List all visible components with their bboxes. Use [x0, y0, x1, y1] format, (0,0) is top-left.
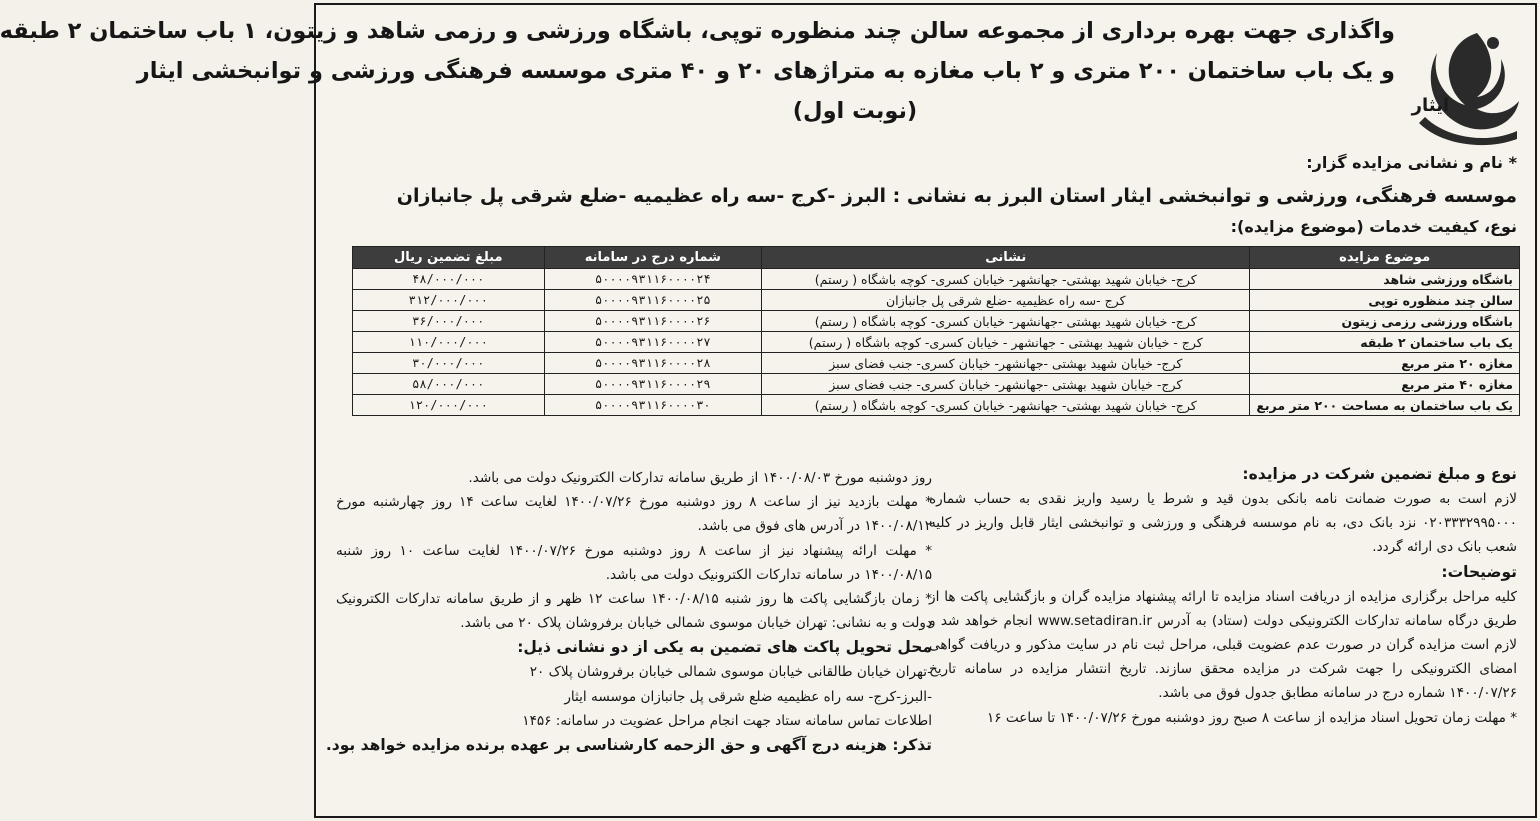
- cell-code: ۵۰۰۰۰۹۳۱۱۶۰۰۰۰۲۴: [544, 269, 762, 290]
- table-row: [353, 290, 1520, 311]
- cell-code: ۵۰۰۰۰۹۳۱۱۶۰۰۰۰۲۹: [544, 374, 762, 395]
- notes-heading: توضیحات:: [1441, 562, 1517, 581]
- cell-address: کرج- خیابان شهید بهشتی- جهانشهر- خیابان کسری- کوچه باشگاه ( رستم): [762, 269, 1250, 290]
- cell-subject: سالن چند منظوره توپی: [1250, 290, 1520, 311]
- cell-address: کرج- خیابان شهید بهشتی -جهانشهر- خیابان کسری- کوچه باشگاه ( رستم): [762, 311, 1250, 332]
- table-row: [353, 374, 1520, 395]
- title-line-2: و یک باب ساختمان ۲۰۰ متری و ۲ باب مغازه به متراژهای ۲۰ و ۴۰ متری موسسه فرهنگی ورزشی و توانبخشی ایثار: [136, 58, 1395, 84]
- cell-address: کرج- خیابان شهید بهشتی -جهانشهر- خیابان کسری- جنب فضای سبز: [762, 353, 1250, 374]
- auctioneer-address: موسسه فرهنگی، ورزشی و توانبخشی ایثار استان البرز به نشانی : البرز -کرج -سه راه عظیمیه -ضلع شرقی پل جانبازان: [396, 185, 1517, 207]
- deposit-heading: نوع و مبلغ تضمین شرکت در مزایده:: [1242, 465, 1517, 483]
- cell-amount: ۴۸/۰۰۰/۰۰۰: [353, 269, 545, 290]
- paragraph-proposal: * مهلت ارائه پیشنهاد نیز از ساعت ۸ روز دوشنبه مورخ ۱۴۰۰/۰۷/۲۶ لغایت ساعت ۱۰ روز شنبه ۱۴۰۰/۰۸/۱۵ در سامانه تدارکات الکترونیک دولت می باشد.: [336, 542, 932, 583]
- header-code: شماره درج در سامانه: [544, 247, 762, 269]
- cell-code: ۵۰۰۰۰۹۳۱۱۶۰۰۰۰۲۷: [544, 332, 762, 353]
- logo-emblem-icon: [1405, 13, 1527, 151]
- table-row: [353, 311, 1520, 332]
- header-address: نشانی: [762, 247, 1250, 269]
- auctioneer-heading: * نام و نشانی مزایده گزار:: [1306, 153, 1517, 172]
- footer-note: تذکر: هزینه درج آگهی و حق الزحمه کارشناسی بر عهده برنده مزایده خواهد بود.: [325, 736, 932, 755]
- table-row: [353, 395, 1520, 416]
- delivery-heading: محل تحویل پاکت های تضمین به یکی از دو نشانی ذیل:: [517, 638, 932, 657]
- cell-address: کرج- خیابان شهید بهشتی- جهانشهر- خیابان کسری- کوچه باشگاه ( رستم): [762, 395, 1250, 416]
- cell-subject: یک باب ساختمان به مساحت ۲۰۰ متر مربع: [1250, 395, 1520, 416]
- title-line-3: (نوبت اول): [792, 98, 918, 124]
- table-row: [353, 269, 1520, 290]
- delivery-address-1: -تهران خیابان طالقانی خیابان موسوی شمالی خیابان برفروشان پلاک ۲۰: [529, 664, 932, 681]
- contact-info: اطلاعات تماس سامانه ستاد جهت انجام مراحل عضویت در سامانه: ۱۴۵۶: [522, 712, 932, 729]
- notes-text: کلیه مراحل برگزاری مزایده از دریافت اسناد مزایده تا ارائه پیشنهاد مزایده گران و بازگشایی پاکت ها از طریق درگاه سامانه تدارکات الکترونیکی دولت (ستاد) به آدرس www.setadiran.ir انجام خواهد شد و لازم است مزایده گران در صورت عدم عضویت قبلی، مراحل ثبت نام در سایت مذکور و دریافت گواهی امضای الکترونیکی را جهت شرکت در مزایده محقق سازند. تاریخ انتشار مزایده در سامانه تاریخ ۱۴۰۰/۰۷/۲۶ شماره درج در سامانه مطابق جدول فوق می باشد.: [929, 588, 1517, 702]
- auction-items-table: [352, 246, 1520, 416]
- cell-address: کرج -سه راه عظیمیه -ضلع شرقی پل جانبازان: [762, 290, 1250, 311]
- logo-text: ایثار: [1411, 95, 1449, 116]
- cell-amount: ۳۱۲/۰۰۰/۰۰۰: [353, 290, 545, 311]
- cell-code: ۵۰۰۰۰۹۳۱۱۶۰۰۰۰۲۵: [544, 290, 762, 311]
- notice-frame: [0, 3, 1537, 818]
- cell-amount: ۱۱۰/۰۰۰/۰۰۰: [353, 332, 545, 353]
- cell-subject: مغازه ۴۰ متر مربع: [1250, 374, 1520, 395]
- deadline-text: * مهلت زمان تحویل اسناد مزایده از ساعت ۸ صبح روز دوشنبه مورخ ۱۴۰۰/۰۷/۲۶ تا ساعت ۱۶: [986, 709, 1517, 726]
- delivery-address-2: -البرز-کرج- سه راه عظیمیه ضلع شرقی پل جانبازان موسسه ایثار: [564, 688, 932, 705]
- cell-amount: ۱۲۰/۰۰۰/۰۰۰: [353, 395, 545, 416]
- isar-logo: [1405, 13, 1527, 151]
- cell-amount: ۳۰/۰۰۰/۰۰۰: [353, 353, 545, 374]
- cell-subject: مغازه ۲۰ متر مربع: [1250, 353, 1520, 374]
- deposit-text: لازم است به صورت ضمانت نامه بانکی بدون قید و شرط یا رسید واریز نقدی به حساب شماره ۰۲۰۳۳۳۲۹۹۵۰۰۰ نزد بانک دی، به نام موسسه فرهنگی و ورزشی و توانبخشی ایثار قابل واریز در کلیه شعب بانک دی ارائه گردد.: [929, 491, 1517, 556]
- cell-address: کرج - خیابان شهید بهشتی - جهانشهر - خیابان کسری- کوچه باشگاه ( رستم): [762, 332, 1250, 353]
- table-row: [353, 332, 1520, 353]
- cell-subject: باشگاه ورزشی شاهد: [1250, 269, 1520, 290]
- cell-amount: ۵۸/۰۰۰/۰۰۰: [353, 374, 545, 395]
- table-header-row: [353, 247, 1520, 269]
- cell-code: ۵۰۰۰۰۹۳۱۱۶۰۰۰۰۳۰: [544, 395, 762, 416]
- paragraph-opening: * زمان بازگشایی پاکت ها روز شنبه ۱۴۰۰/۰۸/۱۵ ساعت ۱۲ ظهر و از طریق سامانه تدارکات الکترونیک دولت و به نشانی: تهران خیابان موسوی شمالی خیابان برفروشان پلاک ۲۰ می باشد.: [336, 591, 932, 632]
- notice-title: [0, 11, 1395, 131]
- items-heading: نوع، کیفیت خدمات (موضوع مزایده):: [1230, 217, 1517, 236]
- left-column: [325, 466, 932, 758]
- cell-subject: یک باب ساختمان ۲ طبقه: [1250, 332, 1520, 353]
- header-amount: مبلغ تضمین ریال: [353, 247, 545, 269]
- cell-amount: ۳۶/۰۰۰/۰۰۰: [353, 311, 545, 332]
- paragraph-visit: * مهلت بازدید نیز از ساعت ۸ روز دوشنبه مورخ ۱۴۰۰/۰۷/۲۶ لغایت ساعت ۱۴ روز چهارشنبه مورخ ۱۴۰۰/۰۸/۱۲ در آدرس های فوق می باشد.: [336, 494, 932, 535]
- header-subject: موضوع مزایده: [1250, 247, 1520, 269]
- cell-address: کرج- خیابان شهید بهشتی -جهانشهر- خیابان کسری- جنب فضای سبز: [762, 374, 1250, 395]
- cell-code: ۵۰۰۰۰۹۳۱۱۶۰۰۰۰۲۶: [544, 311, 762, 332]
- paragraph-dates: روز دوشنبه مورخ ۱۴۰۰/۰۸/۰۳ از طریق سامانه تدارکات الکترونیک دولت می باشد.: [468, 470, 932, 486]
- right-column: [929, 462, 1517, 730]
- cell-code: ۵۰۰۰۰۹۳۱۱۶۰۰۰۰۲۸: [544, 353, 762, 374]
- title-line-1: واگذاری جهت بهره برداری از مجموعه سالن چند منظوره توپی، باشگاه ورزشی و رزمی شاهد و زیتون، ۱ باب ساختمان ۲ طبقه: [0, 18, 1395, 44]
- table-row: [353, 353, 1520, 374]
- cell-subject: باشگاه ورزشی رزمی زیتون: [1250, 311, 1520, 332]
